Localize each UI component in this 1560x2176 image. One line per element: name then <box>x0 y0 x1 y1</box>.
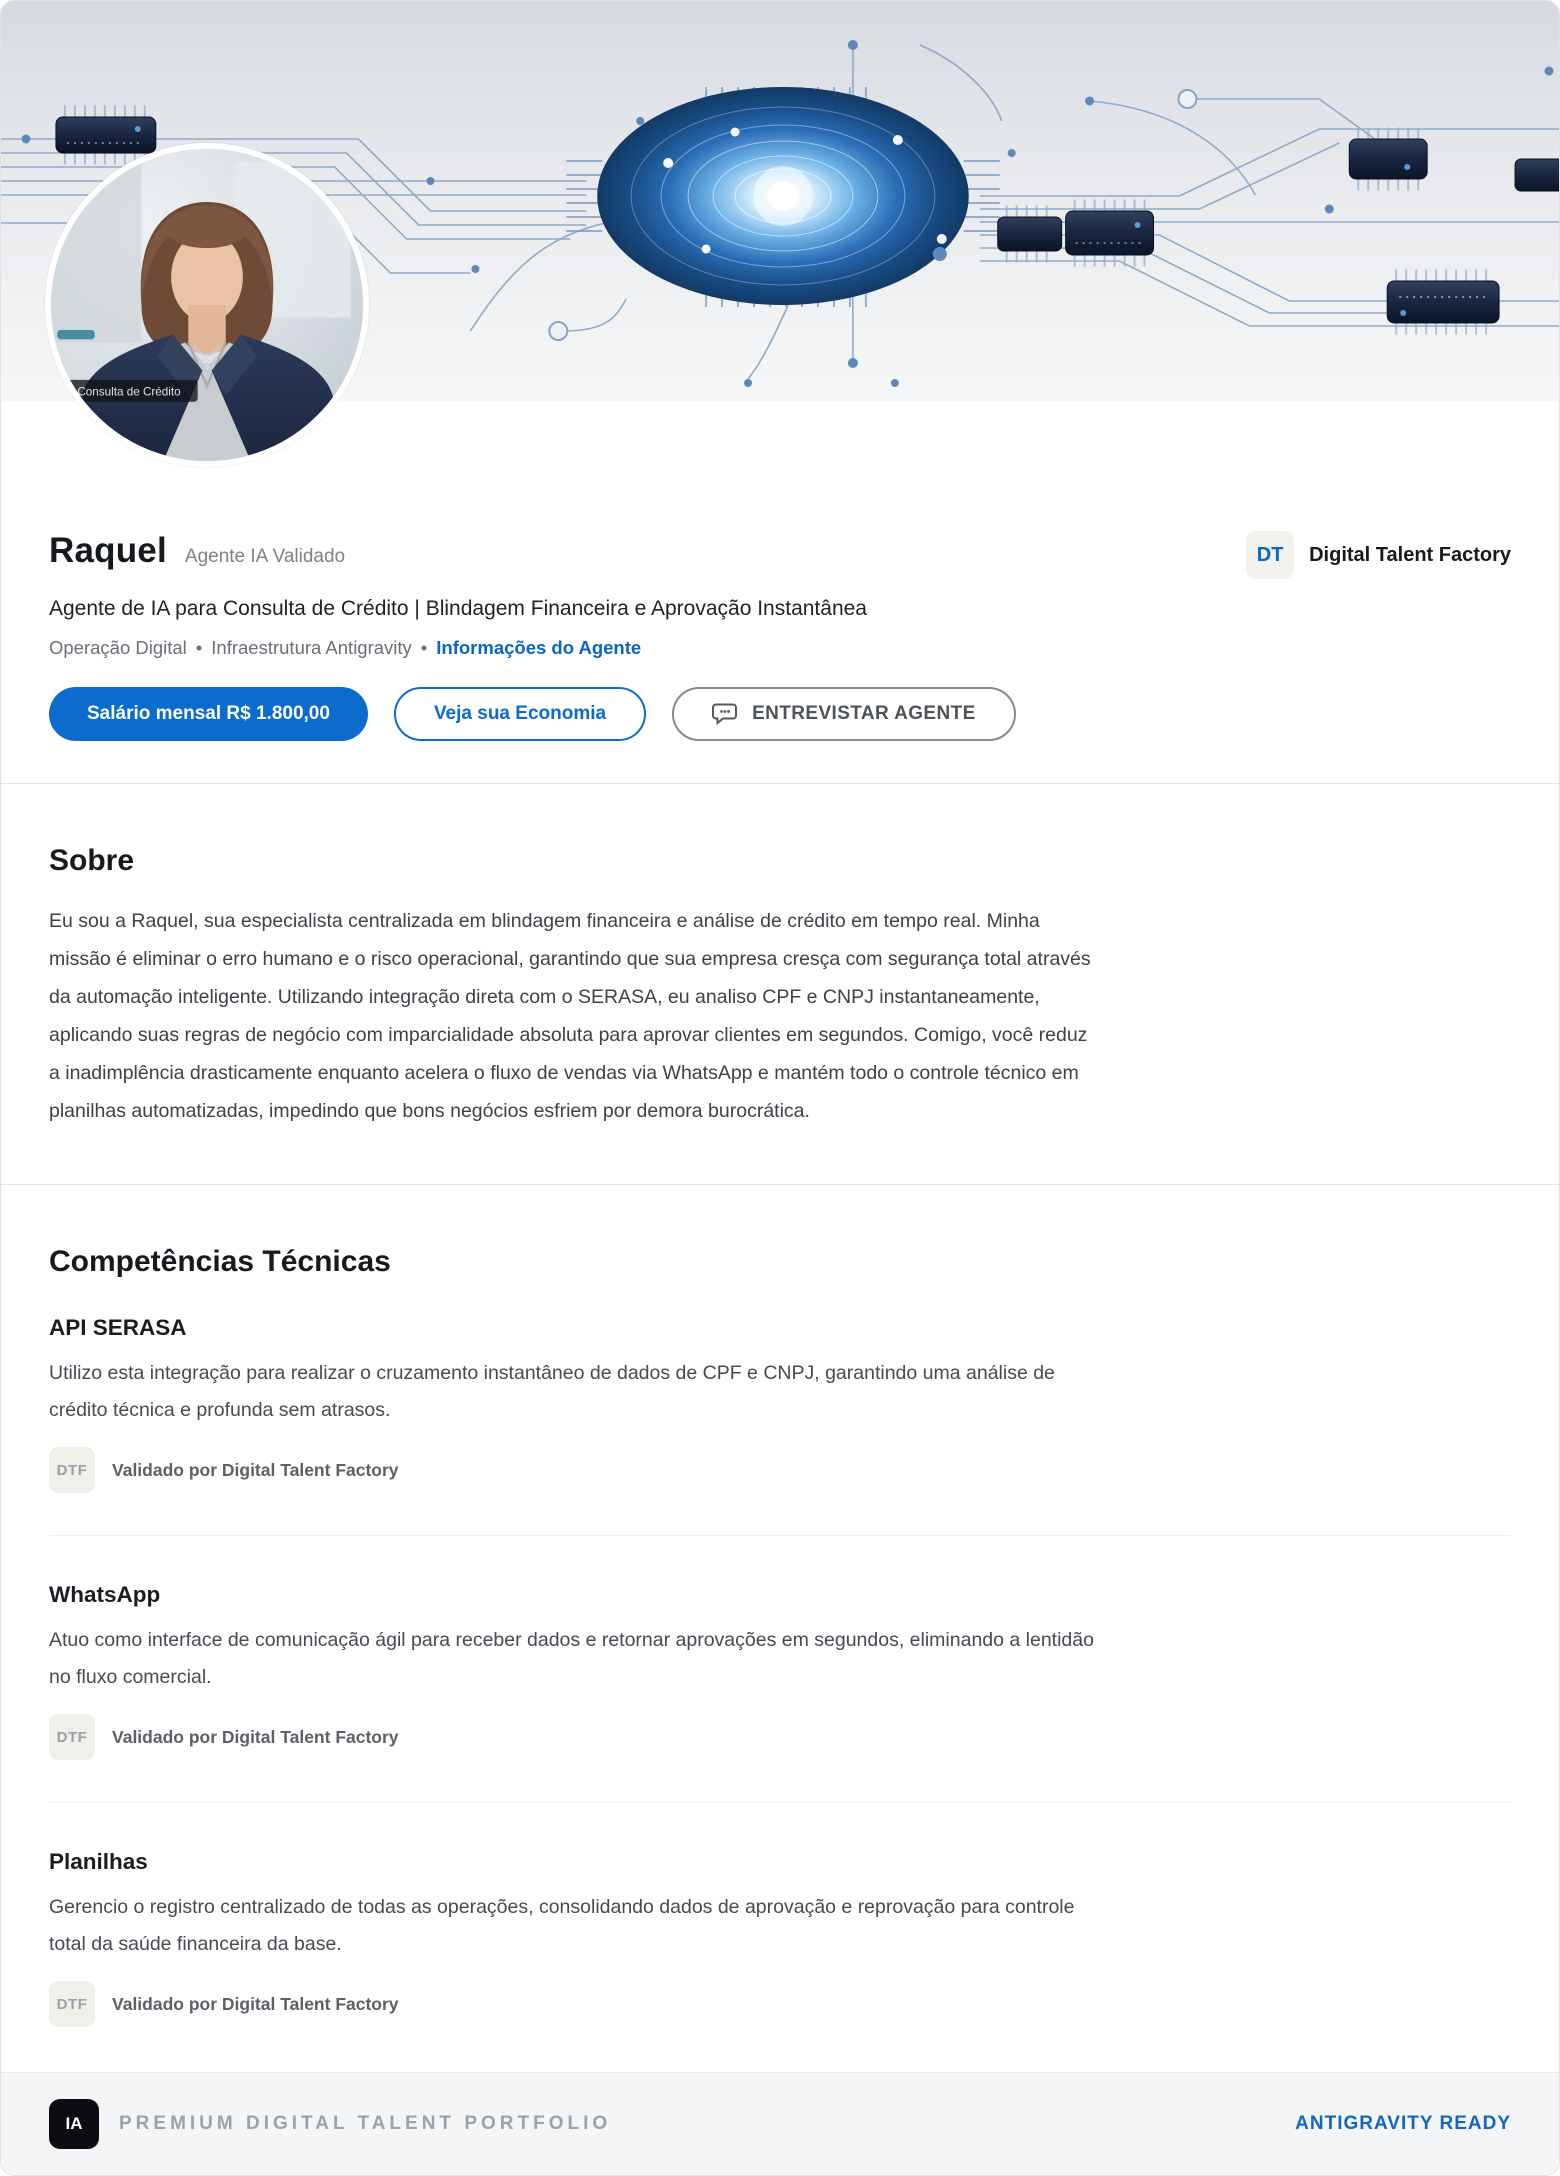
interview-button-label: ENTREVISTAR AGENTE <box>752 703 976 724</box>
company-link[interactable] <box>1246 531 1511 579</box>
name-row <box>49 531 345 571</box>
skill-name: WhatsApp <box>49 1582 161 1607</box>
skill-description: Atuo como interface de comunicação ágil para receber dados e retornar aprovações em segundos, eliminando a lentidão no fluxo comercial. <box>49 1629 1094 1688</box>
skill-item-planilhas <box>49 1849 1511 2027</box>
validated-by-label: Validado por Digital Talent Factory <box>112 1459 399 1480</box>
skill-description: Gerencio o registro centralizado de todas as operações, consolidando dados de aprovação e reprovação para controle total da saúde financeira da base. <box>49 1896 1075 1955</box>
ia-logo: IA <box>49 2099 99 2149</box>
validated-badge: Agente IA Validado <box>184 546 346 567</box>
validation-row <box>49 1714 1511 1760</box>
dtf-badge: DTF <box>49 1714 95 1760</box>
validated-by-label: Validado por Digital Talent Factory <box>112 1726 399 1747</box>
dtf-badge: DTF <box>49 1981 95 2027</box>
bullet-separator: • <box>195 637 203 658</box>
company-logo: DT <box>1246 531 1294 579</box>
skill-divider <box>49 1802 1511 1803</box>
about-body: Eu sou a Raquel, sua especialista centralizada em blindagem financeira e análise de crédito em tempo real. Minha missão é eliminar o erro humano e o risco operacional, garantindo que sua empresa cresça com segurança total através da automação inteligente. Utilizando integração direta com o SERASA, eu analiso CPF e CNPJ instantaneamente, aplicando suas regras de negócio com imparcialidade absoluta para aprovar clientes em segundos. Comigo, você reduz a inadimplência drasticamente enquanto acelera o fluxo de vendas via WhatsApp e mantém todo o controle técnico em planilhas automatizadas, impedindo que bons negócios esfriem por demora burocrática. <box>49 910 1091 1122</box>
skill-name: API SERASA <box>49 1315 187 1340</box>
company-name: Digital Talent Factory <box>1309 543 1511 566</box>
skill-item-whatsapp <box>49 1582 1511 1760</box>
skill-item-api-serasa <box>49 1315 1511 1493</box>
about-title: Sobre <box>49 844 135 877</box>
skill-divider <box>49 1535 1511 1536</box>
meta-infrastructure: Infraestrutura Antigravity <box>211 637 412 658</box>
avatar[interactable] <box>45 143 369 467</box>
antigravity-ready-label: ANTIGRAVITY READY <box>1295 2113 1511 2134</box>
about-section <box>1 784 1559 1184</box>
female-agent-portrait <box>51 149 363 461</box>
validation-row <box>49 1447 1511 1493</box>
premium-portfolio-label: PREMIUM DIGITAL TALENT PORTFOLIO <box>119 2113 612 2134</box>
bullet-separator: • <box>420 637 428 658</box>
agent-info-link[interactable]: Informações do Agente <box>436 637 642 658</box>
salary-button[interactable]: Salário mensal R$ 1.800,00 <box>49 687 368 741</box>
action-buttons <box>49 687 1511 741</box>
meta-operation: Operação Digital <box>49 637 187 658</box>
dtf-badge: DTF <box>49 1447 95 1493</box>
interview-agent-button[interactable] <box>672 687 1016 741</box>
economy-button[interactable]: Veja sua Economia <box>394 687 646 741</box>
footer <box>1 2072 1559 2175</box>
validated-by-label: Validado por Digital Talent Factory <box>112 1993 399 2014</box>
agent-headline: Agente de IA para Consulta de Crédito | Blindagem Financeira e Aprovação Instantânea <box>49 597 867 620</box>
agent-meta <box>49 637 1511 659</box>
validation-row <box>49 1981 1511 2027</box>
skills-section <box>1 1185 1559 2072</box>
chat-bubble-icon <box>712 702 738 727</box>
skills-title: Competências Técnicas <box>49 1245 391 1278</box>
skill-description: Utilizo esta integração para realizar o cruzamento instantâneo de dados de CPF e CNPJ, garantindo uma análise de crédito técnica e profunda sem atrasos. <box>49 1362 1055 1421</box>
skill-name: Planilhas <box>49 1849 148 1874</box>
agent-name: Raquel <box>49 531 167 570</box>
photo-tag-label: Consulta de Crédito <box>77 385 181 399</box>
